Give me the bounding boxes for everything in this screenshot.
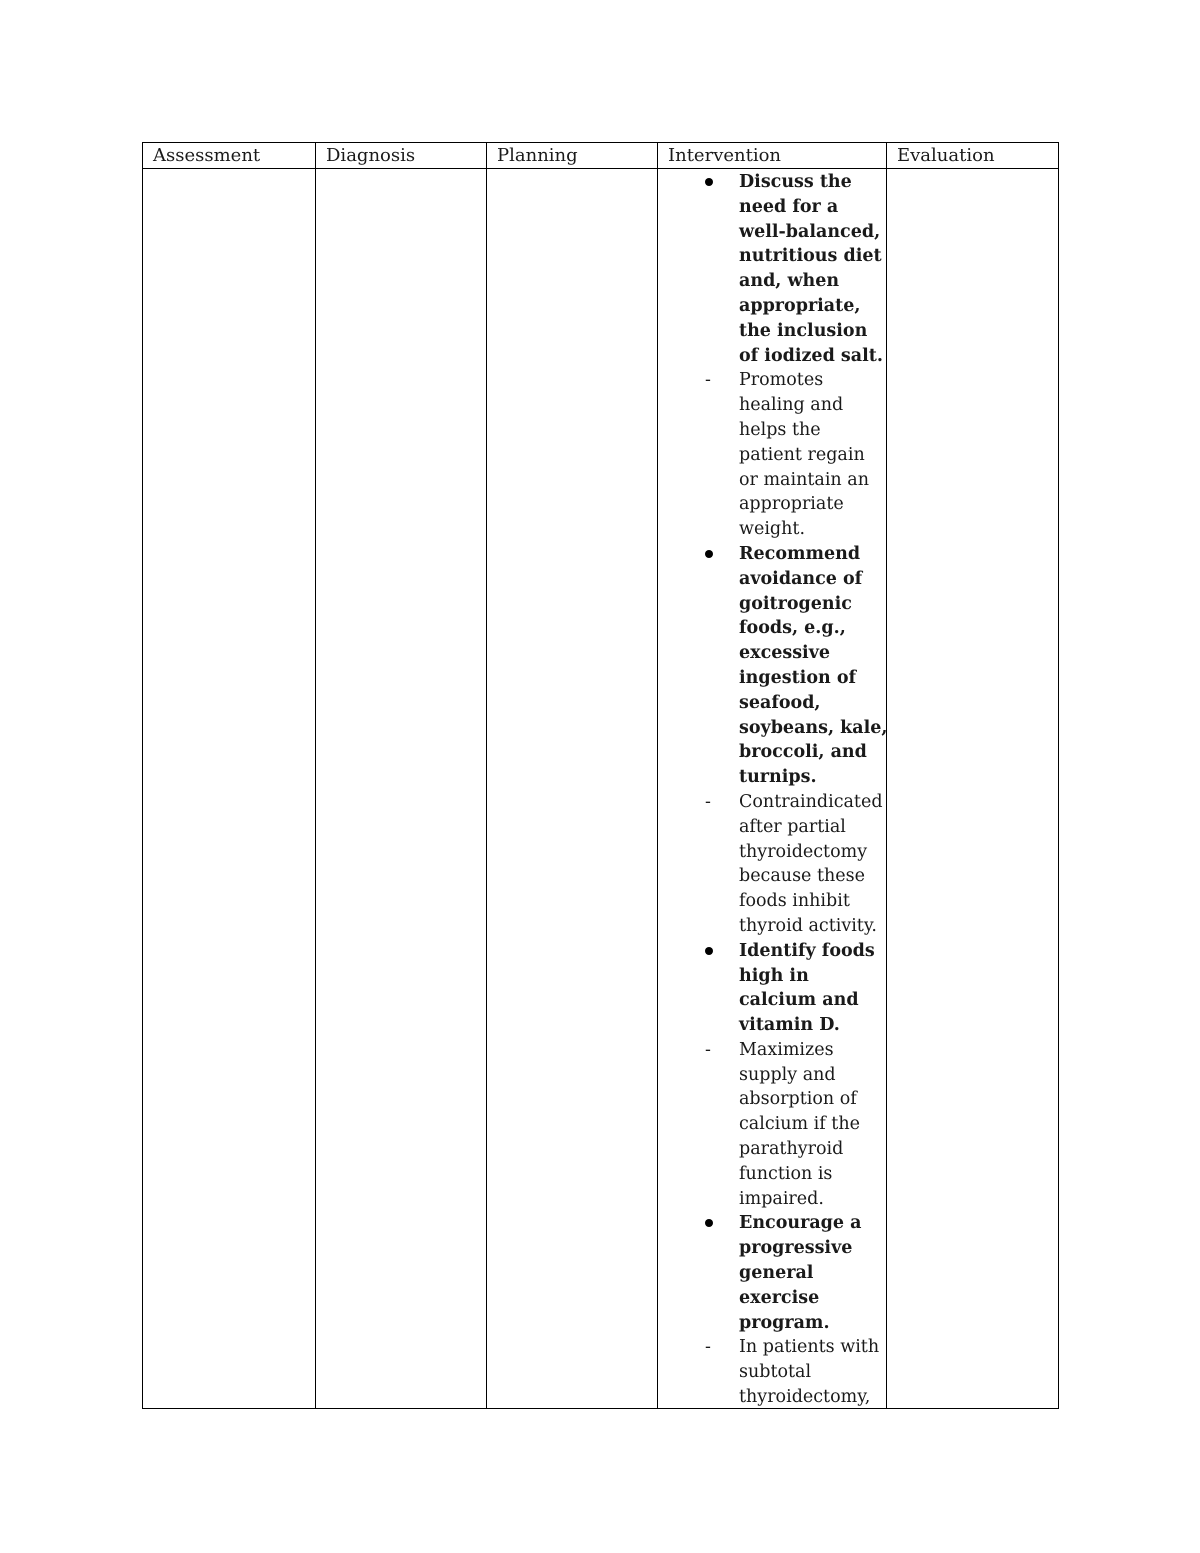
- header-diagnosis: Diagnosis: [326, 145, 416, 166]
- nursing-care-plan-table: [142, 142, 1059, 1409]
- intervention-item: [658, 170, 886, 368]
- dash-marker: -: [705, 1039, 711, 1060]
- intervention-rationale: In patients with subtotal thyroidectomy,: [739, 1337, 880, 1408]
- bullet-icon: [705, 1219, 713, 1227]
- intervention-action: Identify foods high in calcium and vitamin D.: [739, 940, 875, 1036]
- column-divider: [315, 143, 316, 1408]
- intervention-item: [658, 542, 886, 790]
- header-intervention: Intervention: [668, 145, 782, 166]
- intervention-action: Encourage a progressive general exercise program.: [739, 1213, 862, 1333]
- rationale-item: [658, 1335, 886, 1409]
- header-planning: Planning: [497, 145, 578, 166]
- dash-marker: -: [705, 791, 711, 812]
- intervention-action: Recommend avoidance of goitrogenic foods, e.g., excessive ingestion of seafood, soybeans, kale, broccoli, and turnips.: [739, 543, 888, 788]
- bullet-icon: [705, 178, 713, 186]
- rationale-item: [658, 1038, 886, 1212]
- table-header-row: [143, 143, 1058, 169]
- dash-marker: -: [705, 370, 711, 391]
- bullet-icon: [705, 947, 713, 955]
- rationale-item: [658, 790, 886, 939]
- intervention-action: Discuss the need for a well-balanced, nutritious diet and, when appropriate, the inclusion of iodized salt.: [739, 172, 883, 366]
- column-divider: [486, 143, 487, 1408]
- intervention-rationale: Promotes healing and helps the patient regain or maintain an appropriate weight.: [739, 370, 869, 540]
- header-assessment: Assessment: [153, 145, 261, 166]
- intervention-item: [658, 939, 886, 1038]
- bullet-icon: [705, 550, 713, 558]
- intervention-rationale: Contraindicated after partial thyroidectomy because these foods inhibit thyroid activity.: [739, 791, 883, 936]
- rationale-item: [658, 368, 886, 542]
- intervention-rationale: Maximizes supply and absorption of calcium if the parathyroid function is impaired.: [739, 1039, 860, 1209]
- intervention-cell: [658, 170, 886, 1410]
- intervention-item: [658, 1211, 886, 1335]
- header-evaluation: Evaluation: [897, 145, 995, 166]
- dash-marker: -: [705, 1337, 711, 1358]
